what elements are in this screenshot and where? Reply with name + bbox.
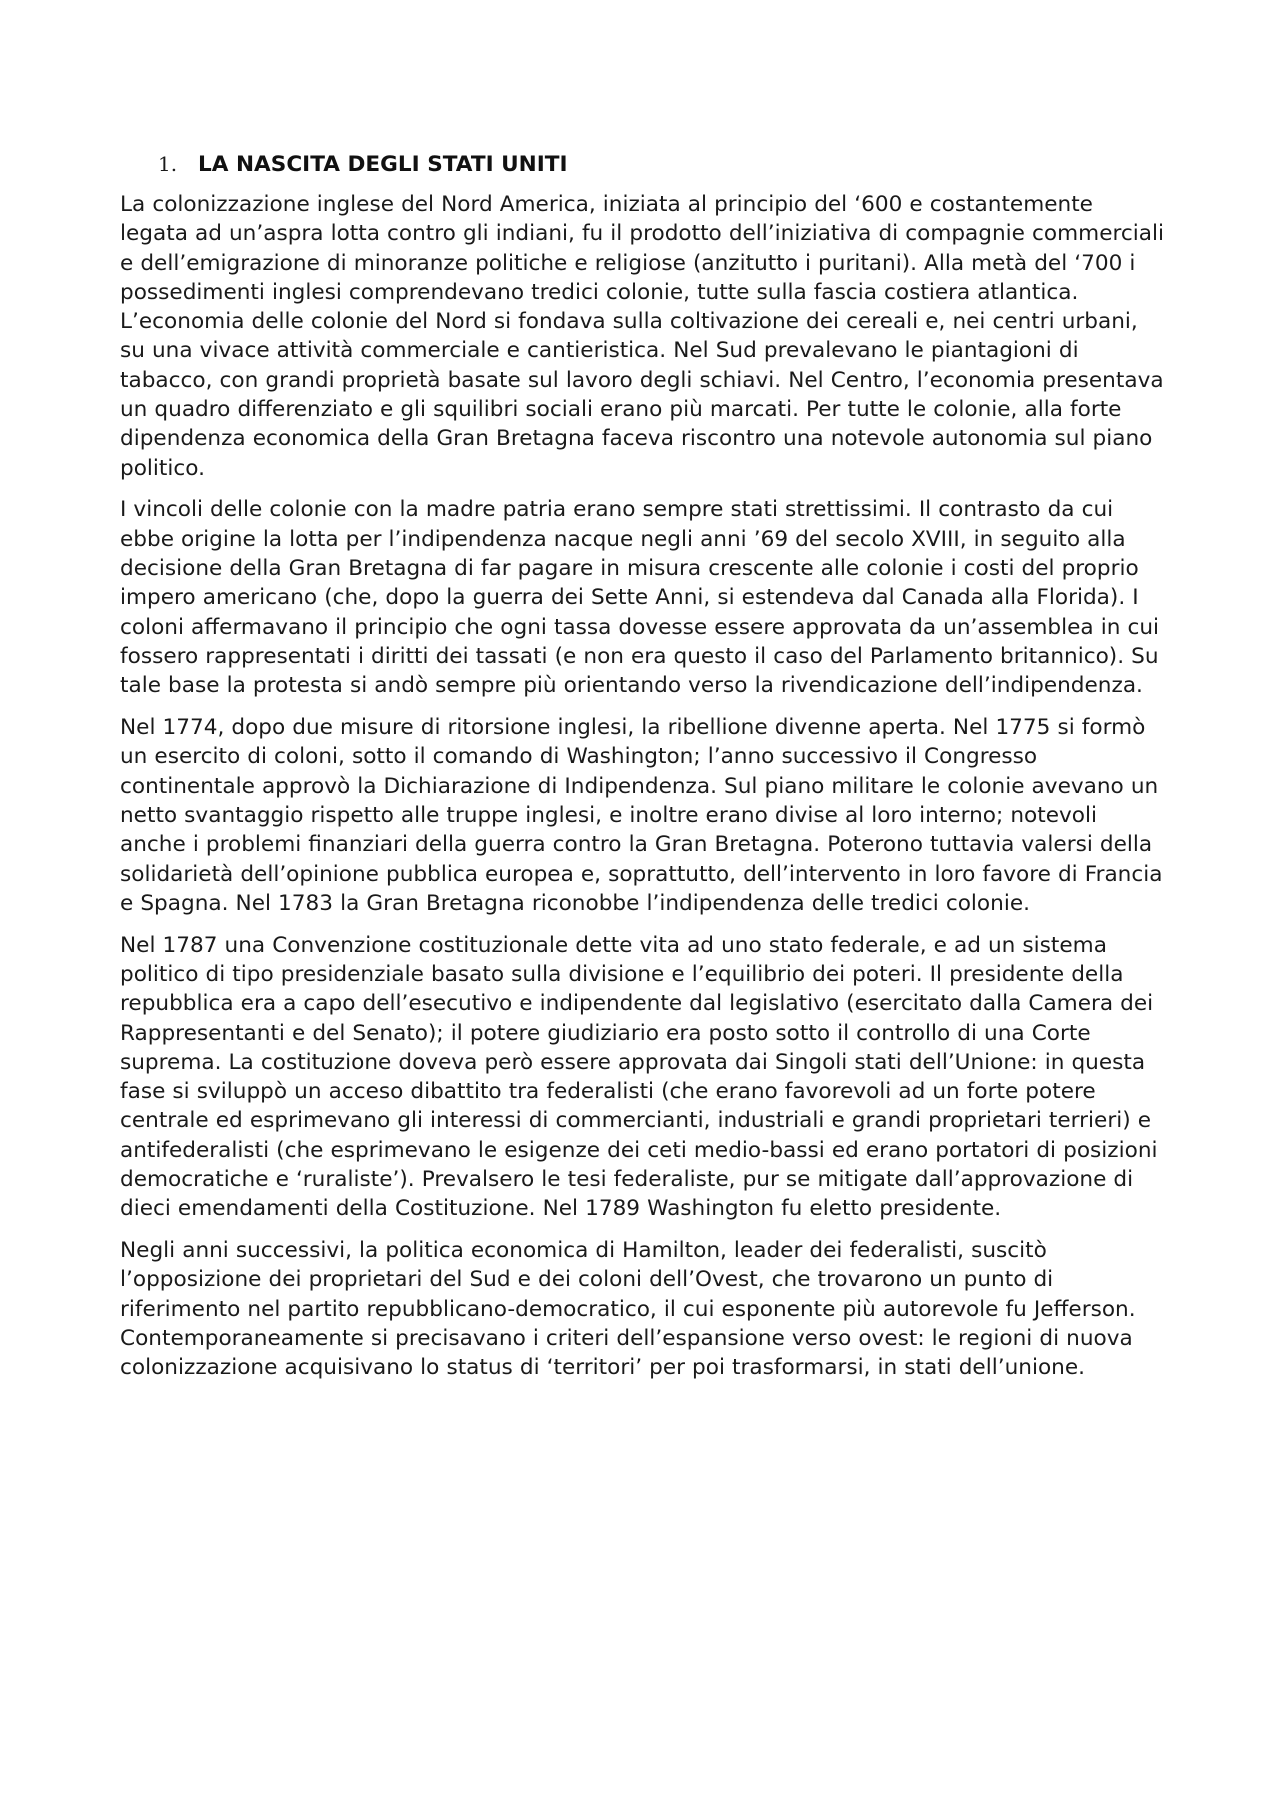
heading-title: LA NASCITA DEGLI STATI UNITI (198, 152, 568, 177)
paragraph-independence-origins: I vincoli delle colonie con la madre patria erano sempre stati strettissimi. Il contrasto da cui ebbe origine la lotta per l’indipendenza nacque negli anni ’69 del secolo XVIII, in seguito alla decisione della Gran Bretagna di far pagare in misura crescente alle colonie i costi del proprio impero americano (che, dopo la guerra dei Sette Anni, si estendeva dal Canada alla Florida). I coloni affermavano il principio che ogni tassa dovesse essere approvata da un’assemblea in cui fossero rappresentati i diritti dei tassati (e non era questo il caso del Parlamento britannico). Su tale base la protesta si andò sempre più orientando verso la rivendicazione dell’indipendenza. (120, 497, 1160, 699)
paragraph-rebellion: Nel 1774, dopo due misure di ritorsione inglesi, la ribellione divenne aperta. Nel 1775 si formò un esercito di coloni, sotto il comando di Washington; l’anno successivo il Congresso continentale approvò la Dichiarazione di Indipendenza. Sul piano militare le colonie avevano un netto svantaggio rispetto alle truppe inglesi, e inoltre erano divise al loro interno; notevoli anche i problemi finanziari della guerra contro la Gran Bretagna. Poterono tuttavia valersi della solidarietà dell’opinione pubblica europea e, soprattutto, dell’intervento in loro favore di Francia e Spagna. Nel 1783 la Gran Bretagna riconobbe l’indipendenza delle tredici colonie. (120, 715, 1163, 916)
paragraph-colonization: La colonizzazione inglese del Nord America, iniziata al principio del ‘600 e costantemente legata ad un’aspra lotta contro gli indiani, fu il prodotto dell’iniziativa di compagnie commerciali e dell’emigrazione di minoranze politiche e religiose (anzitutto i puritani). Alla metà del ‘700 i possedimenti inglesi comprendevano tredici colonie, tutte sulla fascia costiera atlantica. L’economia delle colonie del Nord si fondava sulla coltivazione dei cereali e, nei centri urbani, su una vivace attività commerciale e cantieristica. Nel Sud prevalevano le piantagioni di tabacco, con grandi proprietà basate sul lavoro degli schiavi. Nel Centro, l’economia presentava un quadro differenziato e gli squilibri sociali erano più marcati. Per tutte le colonie, alla forte dipendenza economica della Gran Bretagna faceva riscontro una notevole autonomia sul piano politico. (120, 192, 1164, 481)
section-heading (120, 150, 1165, 182)
document-page (120, 150, 1165, 1395)
paragraph-hamilton-jefferson: Negli anni successivi, la politica economica di Hamilton, leader dei federalisti, suscitò l’opposizione dei proprietari del Sud e dei coloni dell’Ovest, che trovarono un punto di riferimento nel partito repubblicano-democratico, il cui esponente più autorevole fu Jefferson. Contemporaneamente si precisavano i criteri dell’espansione verso ovest: le regioni di nuova colonizzazione acquisivano lo status di ‘territori’ per poi trasformarsi, in stati dell’unione. (120, 1238, 1136, 1381)
paragraph-constitution: Nel 1787 una Convenzione costituzionale dette vita ad uno stato federale, e ad un sistema politico di tipo presidenziale basato sulla divisione e l’equilibrio dei poteri. Il presidente della repubblica era a capo dell’esecutivo e indipendente dal legislativo (esercitato dalla Camera dei Rappresentanti e del Senato); il potere giudiziario era posto sotto il controllo di una Corte suprema. La costituzione doveva però essere approvata dai Singoli stati dell’Unione: in questa fase si sviluppò un acceso dibattito tra federalisti (che erano favorevoli ad un forte potere centrale ed esprimevano gli interessi di commercianti, industriali e grandi proprietari terrieri) e antifederalisti (che esprimevano le esigenze dei ceti medio-bassi ed erano portatori di posizioni democratiche e ‘ruraliste’). Prevalsero le tesi federaliste, pur se mitigate dall’approvazione di dieci emendamenti della Costituzione. Nel 1789 Washington fu eletto presidente. (120, 932, 1158, 1222)
heading-number: 1. (158, 152, 178, 176)
